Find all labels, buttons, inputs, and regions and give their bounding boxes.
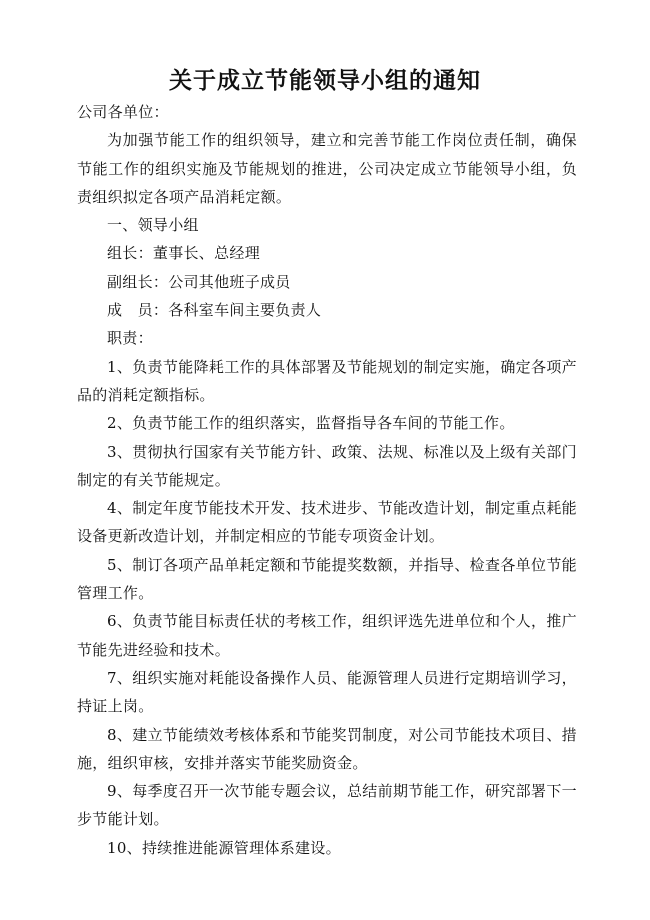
leader-line: 组长：董事长、总经理: [107, 244, 261, 263]
duty-item: 1、负责节能降耗工作的具体部署及节能规划的制定实施，确定各项产品的消耗定额指标。: [77, 357, 577, 404]
duties-heading: 职责：: [107, 329, 153, 348]
duty-item: 3、贯彻执行国家有关节能方针、政策、法规、标准以及上级有关部门制定的有关节能规定。: [77, 442, 577, 489]
deputy-leader-line: 副组长：公司其他班子成员: [107, 272, 291, 291]
salutation: 公司各单位：: [77, 103, 169, 121]
document-body: [77, 98, 577, 862]
duty-item: 4、制定年度节能技术开发、技术进步、节能改造计划，制定重点耗能设备更新改造计划，并制定相应的节能专项资金计划。: [77, 499, 577, 546]
duty-item: 5、制订各项产品单耗定额和节能提奖数额，并指导、检查各单位节能管理工作。: [77, 555, 577, 603]
duty-item: 9、每季度召开一次节能专题会议，总结前期节能工作，研究部署下一步节能计划。: [77, 782, 577, 829]
intro-paragraph: 为加强节能工作的组织领导，建立和完善节能工作岗位责任制，确保节能工作的组织实施及节能规划的推进，公司决定成立节能领导小组，负责组织拟定各项产品消耗定额。: [77, 131, 577, 206]
members-line: 成 员：各科室车间主要负责人: [107, 301, 322, 320]
duty-item: 7、组织实施对耗能设备操作人员、能源管理人员进行定期培训学习，持证上岗。: [77, 668, 577, 716]
duty-item: 6、负责节能目标责任状的考核工作，组织评选先进单位和个人，推广节能先进经验和技术。: [77, 612, 577, 659]
document-title: 关于成立节能领导小组的通知: [169, 68, 481, 94]
duty-item: 8、建立节能绩效考核体系和节能奖罚制度，对公司节能技术项目、措施，组织审核，安排并落实节能奖励资金。: [77, 725, 577, 772]
duty-item: 10、持续推进能源管理体系建设。: [107, 838, 341, 857]
section-heading: 一、领导小组: [107, 216, 199, 235]
duty-item: 2、负责节能工作的组织落实，监督指导各车间的节能工作。: [107, 414, 515, 433]
